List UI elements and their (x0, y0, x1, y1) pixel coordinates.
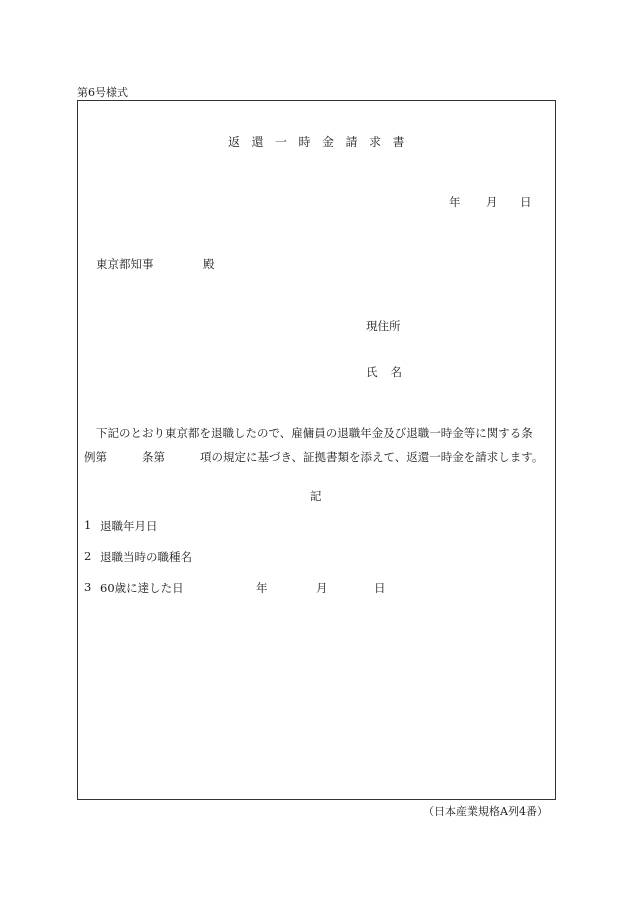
note-heading: 記 (310, 489, 322, 503)
date-year-label: 年 (449, 195, 461, 209)
addressee: 東京都知事 (96, 257, 154, 271)
item-label-retirement-date: 退職年月日 (100, 519, 158, 533)
date-day-label: 日 (520, 195, 532, 209)
honorific: 殿 (203, 257, 215, 271)
item-label-job-type: 退職当時の職種名 (100, 550, 192, 564)
item-label-age-60-date: 60歳に達した日 (100, 581, 184, 595)
item3-month-label: 月 (316, 581, 328, 595)
name-label: 氏名 (366, 365, 415, 379)
form-number: 第6号様式 (77, 86, 128, 99)
body-text-line2-c: 項の規定に基づき、証拠書類を添えて、返還一時金を請求します。 (200, 450, 544, 464)
address-label: 現住所 (366, 319, 401, 333)
paper-size-note: （日本産業規格A列4番） (423, 805, 548, 818)
body-text-line2-a: 例第 (84, 450, 107, 464)
body-text-line1: 下記のとおり東京都を退職したので、雇傭員の退職年金及び退職一時金等に関する条 (96, 426, 533, 440)
item3-day-label: 日 (374, 581, 386, 595)
document-title: 返還一時金請求書 (228, 135, 417, 149)
item-number: 3 (84, 580, 92, 594)
item-number: 2 (84, 549, 92, 563)
date-month-label: 月 (486, 195, 498, 209)
body-text-line2-b: 条第 (142, 450, 165, 464)
item-number: 1 (84, 518, 92, 532)
item3-year-label: 年 (256, 581, 268, 595)
